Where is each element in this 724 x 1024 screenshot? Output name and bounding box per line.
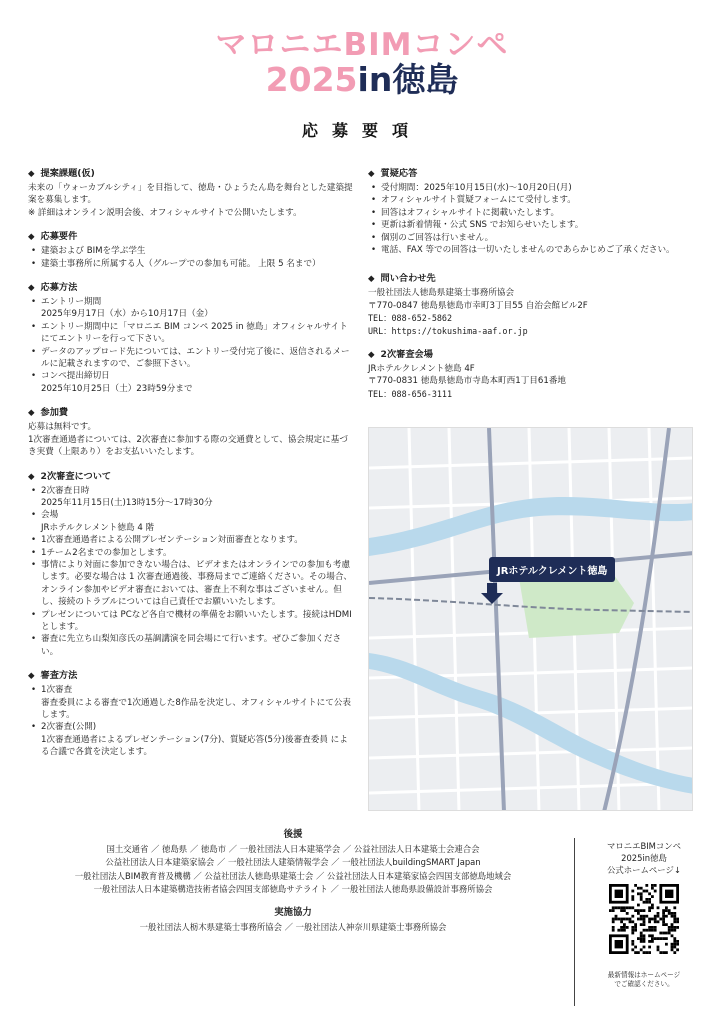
theme-text: 未来の「ウォーカブルシティ」を目指して、徳島・ひょうたん島を舞台とした建築提案を募集します。: [28, 183, 353, 206]
contact-tel: TEL：088-652-5862: [368, 313, 453, 324]
qr-title-line1: マロニエBIMコンペ: [606, 841, 682, 851]
list-item: [28, 296, 354, 321]
section-judging: [28, 669, 354, 758]
entry-period-dates: 2025年9月17日（水）から10月17日（金）: [41, 309, 213, 320]
section-theme: [28, 167, 354, 219]
support-line: 国土交通省 ／ 徳島県 ／ 徳島市 ／ 一般社団法人日本建築学会 ／ 公益社団法人日本建築士会連合会: [106, 844, 480, 855]
list-item: • 電話、FAX 等での回答は一切いたしませんのであらかじめご了承ください。: [368, 244, 694, 256]
section-heading: ◆ 応募方法: [28, 281, 354, 295]
logo-line2: [0, 62, 724, 98]
coop-heading: 実施協力: [274, 907, 312, 919]
deadline-date: 2025年10月25日（土）23時59分まで: [41, 383, 193, 394]
page-title: 応募要項: [301, 121, 422, 140]
qr-title-line2: 2025in徳島: [621, 853, 667, 863]
section-heading: ◆ 問い合わせ先: [368, 272, 694, 286]
list-item: [28, 370, 354, 395]
contact-address: 〒770-0847 徳島県徳島市幸町3丁目55 自治会館ビル2F: [368, 300, 588, 311]
footer-support: [28, 828, 558, 934]
list-item: • 1チーム2名までの参加とします。: [28, 547, 354, 559]
venue-hotel: JRホテルクレメント徳島 4F: [368, 364, 475, 375]
second-date-label: 2次審査日時: [41, 485, 90, 496]
list-item: • 1次審査通過者による公開プレゼンテーション対面審査となります。: [28, 534, 354, 546]
logo-line1: マロニエBIMコンペ: [215, 27, 509, 63]
list-item: [28, 485, 354, 510]
venue-name: JRホテルクレメント徳島 4 階: [41, 522, 155, 533]
section-heading: ◆ 応募要件: [28, 230, 354, 244]
qr-title-line3: 公式ホームページ↓: [607, 865, 681, 875]
fee-free: 応募は無料です。: [28, 422, 97, 433]
support-heading: 後援: [283, 829, 303, 840]
first-review-text: 審査委員による審査で1次通過した8作品を決定し、オフィシャルサイトにて公表します。: [41, 697, 351, 720]
list-item: [28, 684, 354, 721]
list-item: • プレゼンについては PCなど各自で機材の準備をお願いいたします。接続はHDMIとします。: [28, 609, 354, 634]
section-heading: ◆ 審査方法: [28, 669, 354, 683]
fee-travel: 1次審査通過者については、2次審査に参加する際の交通費として、協会規定に基づき実費（上限あり）をお支払いいたします。: [28, 434, 348, 458]
list-item: • 受付期間：2025年10月15日(水)～10月20日(月): [368, 182, 694, 194]
list-item: • 建築および BIMを学ぶ学生: [28, 245, 354, 257]
qr-panel: [584, 840, 704, 989]
map-graphic: [369, 428, 693, 811]
first-review-label: 1次審査: [41, 685, 73, 696]
support-line: 公益社団法人日本建築家協会 ／ 一般社団法人建築情報学会 ／ 一般社団法人buildingSMART Japan: [105, 857, 481, 868]
second-review-label: 2次審査(公開): [41, 722, 97, 733]
second-review-text: 1次審査通過者によるプレゼンテーション(7分)、質疑応答(5分)後審査委員 による合議で各賞を決定します。: [41, 734, 348, 758]
contact-url[interactable]: URL：https://tokushima-aaf.or.jp: [368, 325, 528, 336]
section-second-review: [28, 470, 354, 659]
section-method: [28, 281, 354, 395]
list-item: • 個別のご回答は行いません。: [368, 232, 694, 244]
entry-period-label: エントリー期間: [41, 297, 102, 308]
section-contact: [368, 272, 694, 337]
deadline-label: コンペ提出締切日: [41, 371, 110, 382]
logo-rest: in徳島: [357, 60, 459, 99]
section-qa: [368, 167, 694, 256]
venue-tel: TEL：088-656-3111: [368, 388, 453, 399]
support-line: 一般社団法人BIM教育普及機構 ／ 公益社団法人徳島県建築士会 ／ 公益社団法人日本建築家協会四国支部徳島地域会: [74, 870, 512, 881]
right-column: [368, 167, 694, 411]
section-heading: ◆ 2次審査について: [28, 470, 354, 484]
list-item: • 更新は新着情報・公式 SNS でお知らせいたします。: [368, 219, 694, 231]
section-heading: ◆ 参加費: [28, 406, 354, 420]
qr-note: [584, 971, 704, 989]
venue-map[interactable]: [368, 427, 693, 811]
venue-address: 〒770-0831 徳島県徳島市寺島本町西1丁目61番地: [368, 376, 567, 387]
section-fee: [28, 406, 354, 458]
second-date: 2025年11月15日(土)13時15分～17時30分: [41, 497, 213, 508]
venue-label: 会場: [41, 510, 59, 521]
list-item: • 建築士事務所に所属する人（グループでの参加も可能。 上限 5 名まで）: [28, 258, 354, 270]
list-item: • 事情により対面に参加できない場合は、ビデオまたはオンラインでの参加も考慮します。必要な場合は 1 次審査通過後、事務局までご連絡ください。その場合、オンライン参加やビデオ審査においては、審査上不利な事はございません。但し、接続のトラブルについては自己責任でお願いいたします。: [28, 559, 354, 609]
support-line: 一般社団法人日本建築構造技術者協会四国支部徳島サテライト ／ 一般社団法人徳島県設備設計事務所協会: [93, 883, 493, 894]
list-item: [28, 721, 354, 758]
section-heading: ◆ 提案課題(仮): [28, 167, 354, 181]
list-item: • オフィシャルサイト質疑フォームにて受付します。: [368, 194, 694, 206]
contact-org: 一般社団法人徳島県建築士事務所協会: [368, 288, 515, 299]
left-column: [28, 167, 354, 770]
list-item: [28, 509, 354, 534]
qr-code-icon[interactable]: [609, 884, 679, 954]
logo-year: 2025: [265, 60, 358, 99]
list-item: • エントリー期間中に「マロニエ BIM コンペ 2025 in 徳島」オフィシャルサイトにてエントリーを行って下さい。: [28, 321, 354, 346]
theme-note: ※ 詳細はオンライン説明会後、オフィシャルサイトで公開いたします。: [28, 207, 302, 218]
list-item: • 回答はオフィシャルサイトに掲載いたします。: [368, 207, 694, 219]
coop-line: 一般社団法人栃木県建築士事務所協会 ／ 一般社団法人神奈川県建築士事務所協会: [139, 922, 447, 933]
map-venue-label: JRホテルクレメント徳島: [489, 557, 615, 582]
qr-note-line1: 最新情報はホームページ: [607, 971, 681, 979]
section-heading: ◆ 2次審査会場: [368, 348, 694, 362]
list-item: • データのアップロード先については、エントリー受付完了後に、返信されるメールに記載されますので、ご参照下さい。: [28, 346, 354, 371]
footer-divider: [574, 838, 575, 1006]
qr-note-line2: でご確認ください。: [614, 980, 674, 988]
section-venue: [368, 348, 694, 400]
event-logo: [0, 28, 724, 98]
list-item: • 審査に先立ち山梨知彦氏の基調講演を同会場にて行います。ぜひご参加ください。: [28, 633, 354, 658]
section-requirements: [28, 230, 354, 270]
section-heading: ◆ 質疑応答: [368, 167, 694, 181]
